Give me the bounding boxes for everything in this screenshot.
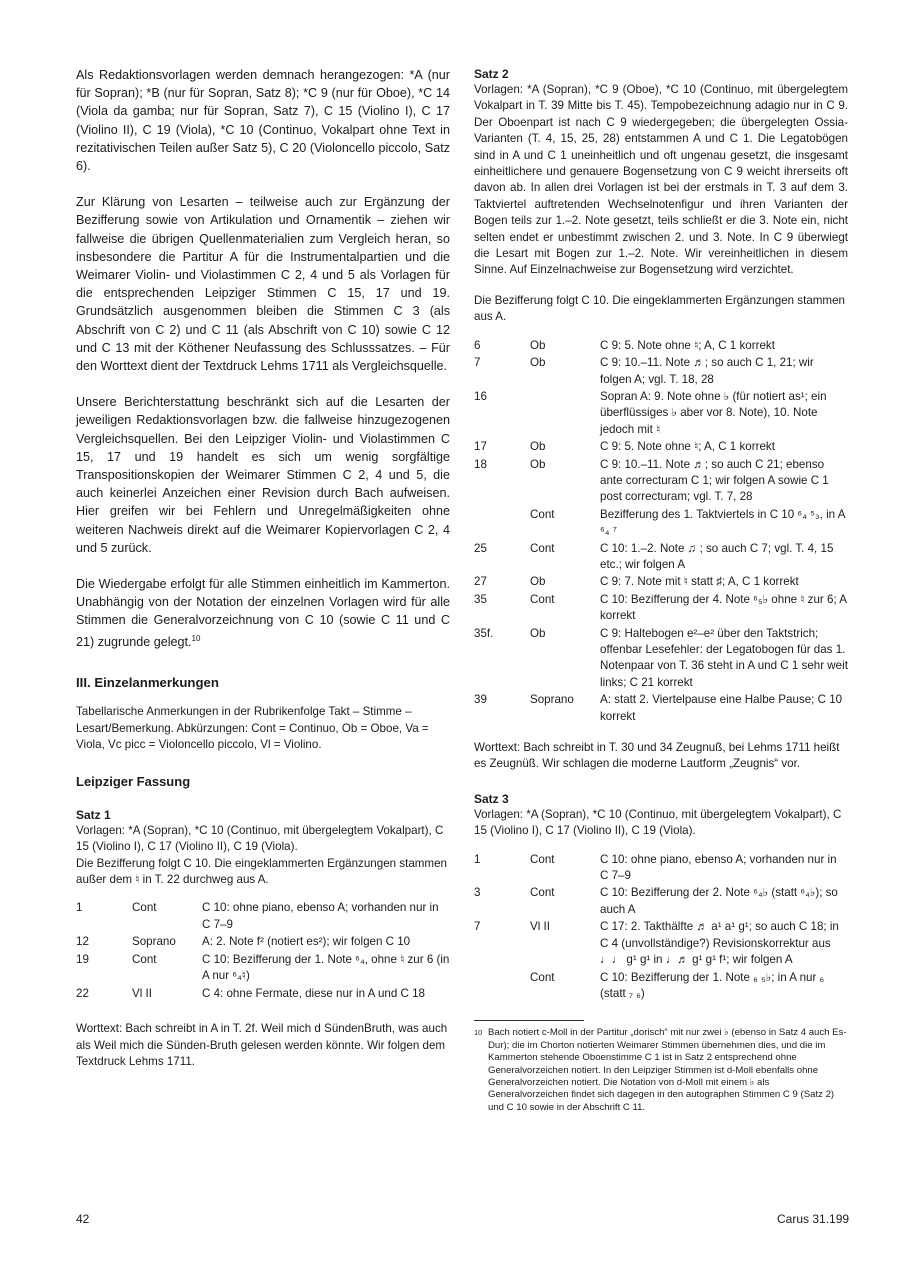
satz3-title: Satz 3 xyxy=(474,791,509,806)
table-row xyxy=(76,900,450,933)
cell-stimme: Soprano xyxy=(132,935,176,949)
cell-stimme: Cont xyxy=(132,901,157,915)
table-row xyxy=(474,852,848,885)
satz3-vorlagen: Vorlagen: *A (Sopran), *C 10 (Continuo, mit übergelegtem Vokalpart), C 15 (Violino I), C 17 (Violino II), C 19 (Viola). xyxy=(474,807,842,838)
cell-lesart: C 9: 10.–11. Note ♬; so auch C 21; ebenso ante correcturam C 1; wir folgen A sowie C 1 post correcturam; vgl. T. 7, 28 xyxy=(600,457,829,504)
cell-takt: 35 xyxy=(474,592,487,606)
cell-lesart: C 10: Bezifferung der 4. Note ⁶₅♭ ohne ♮ zur 6; A korrekt xyxy=(600,592,847,623)
cell-lesart: C 10: 1.–2. Note ♫ ; so auch C 7; vgl. T. 4, 15 etc.; wir folgen A xyxy=(600,541,834,571)
cell-takt: 22 xyxy=(76,986,89,1000)
cell-stimme: Cont xyxy=(530,852,555,866)
worttext-satz1: Worttext: Bach schreibt in A in T. 2f. Weil mich d SündenBruth, was auch als Weil mich die Sünden-Bruth gelesen werden könnte. Wir folgen dem Textdruck Lehms 1711. xyxy=(76,1021,448,1069)
cell-stimme: Soprano xyxy=(530,693,574,707)
paragraph-berichterstattung: Unsere Berichterstattung beschränkt sich auf die Lesarten der jeweiligen Redaktionsvorlagen bzw. die fallweise hinzugezogenen Vergleichsquellen. Bei den Leipziger Violin- und Violastimmen C 15, 17 und 19 handelt es sich um wenig sorgfältige Transpositionskopien der Weimarer Stimmen C 2, 4 und 5, die auch keinerlei Anzeichen einer Revision durch Bach aufweisen. Hier greifen wir bei Fehlern und Unregelmäßigkeiten ohne weiteren Nachweis direkt auf die Weimarer Kopiervorlagen C 2, 4 und 5 zurück. xyxy=(76,395,450,555)
page-number: 42 xyxy=(76,1212,90,1226)
cell-stimme: Vl II xyxy=(132,986,152,1000)
cell-lesart: C 10: ohne piano, ebenso A; vorhanden nur in C 7–9 xyxy=(202,901,439,931)
table-row xyxy=(474,355,848,388)
cell-takt: 6 xyxy=(474,338,481,352)
cell-stimme: Cont xyxy=(530,592,555,606)
table-row xyxy=(76,952,450,985)
table-row xyxy=(474,626,848,692)
cell-takt: 19 xyxy=(76,952,89,966)
paragraph-kammerton xyxy=(76,575,450,651)
satz3-table xyxy=(474,852,848,1003)
cell-lesart: C 17: 2. Takthälfte ♬ a¹ a¹ g¹; so auch C 18; in C 4 (unvollständige?) Revisionskorrektur aus ♩♩ g¹ g¹ in ♩♬ g¹ g¹ f¹; wir folgen A xyxy=(600,920,839,967)
satz1-bezifferung: Die Bezifferung folgt C 10. Die eingeklammerten Ergänzungen stammen außer dem ♮ in T. 22 durchweg aus A. xyxy=(76,856,447,887)
cell-lesart: A: statt 2. Viertelpause eine Halbe Pause; C 10 korrekt xyxy=(600,693,843,723)
cell-lesart: C 4: ohne Fermate, diese nur in A und C 18 xyxy=(202,986,425,1000)
table-row xyxy=(474,457,848,506)
left-column xyxy=(76,66,450,1071)
paragraph-vorlagen: Als Redaktionsvorlagen werden demnach herangezogen: *A (nur für Sopran); *B (nur für Sopran, Satz 8); *C 9 (nur für Oboe), *C 14 (Viola da gamba; nur für Sopran, Satz 7), C 15 (Violino I), C 17 (Violino II), C 19 (Viola), *C 10 (Continuo, Vokalpart ohne Text in rezitativischen Teilen außer Satz 5), C 20 (Violoncello piccolo, Satz 6). xyxy=(76,68,450,174)
cell-lesart: C 10: Bezifferung der 1. Note ₆ ₅♭; in A nur ₆ (statt ₇ ₆) xyxy=(600,970,825,1000)
heading-leipziger-fassung: Leipziger Fassung xyxy=(76,773,191,789)
satz2-text: Vorlagen: *A (Sopran), *C 9 (Oboe), *C 10 (Continuo, mit übergelegtem Vokalpart in T. 39 Mitte bis T. 45). Tempobezeichnung adagio nur in C 9. Der Oboenpart ist nach C 9 wiedergegeben; die übergelegten Ossia-Varianten (T. 4, 15, 25, 28) entstammen A und C 1. Die Legatobögen sind in A und C 1 uneinheitlich und oft ungenau gesetzt, die insgesamt einheitlichere und genauere Bogensetzung von C 9 weicht ihrerseits oft davon ab. In allen drei Vorlagen ist bei der erstmals in T. 3 auf dem 3. Taktviertel auftretenden Wechselnotenfigur und ihren Varianten der Bogen teils zur 1.–2. Note gesetzt, teils schließt er die 3. Note ein, nicht selten endet er unbestimmt zwischen 2. und 3. Note. In C 9 überwiegt die Lesart mit Bogen zur 1.–2. Note. Wir vereinheitlichen in diesem Sinne. Auf Einzelnachweise zur Bogensetzung wird verzichtet. xyxy=(474,83,848,277)
cell-takt: 1 xyxy=(474,852,481,866)
footnote-divider xyxy=(474,1020,584,1021)
table-row xyxy=(474,592,848,625)
cell-lesart: C 9: 10.–11. Note ♬; so auch C 1, 21; wir folgen A; vgl. T. 18, 28 xyxy=(600,356,814,386)
satz2-bezifferung: Die Bezifferung folgt C 10. Die eingeklammerten Ergänzungen stammen aus A. xyxy=(474,293,845,324)
cell-takt: 27 xyxy=(474,575,487,589)
cell-takt: 7 xyxy=(474,920,481,934)
footnote-ref: 10 xyxy=(191,633,201,643)
satz1-title: Satz 1 xyxy=(76,807,111,822)
satz2-table xyxy=(474,338,848,725)
paragraph-lesarten: Zur Klärung von Lesarten – teilweise auch zur Ergänzung der Bezifferung sowie von Artikulation und Ornamentik – ziehen wir fallweise die übrigen Quellenmaterialien zum Vergleich heran, so insbesondere die Partitur A für die Instrumentalpartien und die Weimarer Violin- und Violastimmen C 2, 4 und 5 als Vorlagen für die entsprechenden Leipziger Stimmen C 15, 17 und 19. Grundsätzlich ausgenommen bleiben die Stimmen C 3 (als Abschrift von C 2) und C 11 (als Abschrift von C 10) sowie C 12 und C 13 mit der Köthener Neufassung des Schlusssatzes. – Für den Worttext dient der Textdruck Lehms 1711 als Vergleichsquelle. xyxy=(76,195,450,374)
cell-stimme: Cont xyxy=(530,970,555,984)
cell-stimme: Ob xyxy=(530,356,546,370)
cell-takt xyxy=(474,970,530,1003)
satz2-title: Satz 2 xyxy=(474,67,509,81)
cell-takt: 12 xyxy=(76,935,89,949)
cell-stimme: Cont xyxy=(132,952,157,966)
worttext-satz2: Worttext: Bach schreibt in T. 30 und 34 Zeugnuß, bei Lehms 1711 heißt es Zeugnüß. Wir schlagen die moderne Lautform „Zeugnis“ vor. xyxy=(474,741,840,771)
table-row xyxy=(474,574,848,590)
cell-lesart: C 9: 7. Note mit ♮ statt ♯; A, C 1 korrekt xyxy=(600,575,799,589)
cell-stimme: Cont xyxy=(530,886,555,900)
cell-takt xyxy=(474,507,530,540)
heading-einzelanmerkungen: III. Einzelanmerkungen xyxy=(76,675,219,691)
cell-stimme: Ob xyxy=(530,338,546,352)
cell-stimme xyxy=(530,389,600,438)
cell-stimme: Cont xyxy=(530,541,555,555)
satz1-vorlagen: Vorlagen: *A (Sopran), *C 10 (Continuo, mit übergelegtem Vokalpart), C 15 (Violino I), C 17 (Violino II), C 19 (Viola). xyxy=(76,823,444,854)
table-row xyxy=(474,692,848,725)
cell-takt: 7 xyxy=(474,356,481,370)
cell-lesart: C 10: Bezifferung der 2. Note ⁶₄♭ (statt ⁶₄♭); so auch A xyxy=(600,886,838,916)
cell-lesart: A: 2. Note f² (notiert es²); wir folgen C 10 xyxy=(202,935,411,949)
table-row xyxy=(474,507,848,540)
cell-lesart: C 9: 5. Note ohne ♮; A, C 1 korrekt xyxy=(600,338,775,352)
cell-takt: 17 xyxy=(474,440,487,454)
table-row xyxy=(474,541,848,574)
cell-lesart: C 10: ohne piano, ebenso A; vorhanden nur in C 7–9 xyxy=(600,852,837,883)
footnote-10 xyxy=(474,1027,848,1114)
cell-lesart: C 10: Bezifferung der 1. Note ⁶₄, ohne ♮ zur 6 (in A nur ⁶₄♮) xyxy=(202,952,450,983)
cell-takt: 25 xyxy=(474,541,487,555)
cell-stimme: Ob xyxy=(530,626,546,640)
right-column xyxy=(474,66,848,1114)
footnote-text: Bach notiert c-Moll in der Partitur „dorisch“ mit nur zwei ♭ (ebenso in Satz 4 auch Es-Dur); die im Chorton notierten Weimarer Stimmen übernehmen dies, und die im Kammerton stehende Oboenstimme C 1 ist in Satz 2 entsprechend ohne Generalvorzeichen notiert. In den Leipziger Stimmen ist d-Moll ebenfalls ohne Generalvorzeichen notiert. Die Notation von d-Moll mit einem ♭ als Generalvorzeichen findet sich dagegen in den autographen Stimmen C 9 (Satz 2) und C 10 sowie in der Abschrift C 11. xyxy=(488,1027,847,1113)
table-row xyxy=(474,338,848,354)
table-row xyxy=(474,885,848,918)
cell-takt: 39 xyxy=(474,693,487,707)
cell-takt: 35f. xyxy=(474,626,494,640)
cell-takt: 1 xyxy=(76,901,83,915)
table-row xyxy=(474,919,848,968)
cell-stimme: Vl II xyxy=(530,920,550,934)
footnote-number: 10 xyxy=(474,1028,483,1038)
cell-lesart: C 9: Haltebogen e²–e² über den Taktstrich; offenbar Lesefehler: der Legatobogen für das 1. Notenpaar von T. 36 steht in A und C 1 sehr weit links; C 21 korrekt xyxy=(600,626,848,689)
cell-stimme: Ob xyxy=(530,440,546,454)
cell-stimme: Ob xyxy=(530,457,546,471)
satz1-table xyxy=(76,900,450,1001)
table-row xyxy=(76,934,450,950)
cell-takt: 16 xyxy=(474,389,487,403)
table-row xyxy=(76,986,450,1002)
table-row xyxy=(474,389,848,438)
cell-lesart: Bezifferung des 1. Taktviertels in C 10 ⁶₄ ⁵₃, in A ⁶₄ ⁷ xyxy=(600,507,845,538)
paragraph-abkuerzungen: Tabellarische Anmerkungen in der Rubrikenfolge Takt – Stimme – Lesart/Bemerkung. Abkürzungen: Cont = Continuo, Ob = Oboe, Va = Viola, Vc picc = Violoncello piccolo, Vl = Violino. xyxy=(76,705,429,752)
cell-lesart: C 9: 5. Note ohne ♮; A, C 1 korrekt xyxy=(600,440,775,454)
cell-lesart: Sopran A: 9. Note ohne ♭ (für notiert as¹; ein überflüssiges ♭ aber vor 8. Note), 10. Note jedoch mit ♮ xyxy=(600,389,827,436)
table-row xyxy=(474,439,848,455)
cell-stimme: Cont xyxy=(530,507,555,521)
cell-takt: 18 xyxy=(474,457,487,471)
table-row xyxy=(474,970,848,1003)
paragraph-kammerton-text: Die Wiedergabe erfolgt für alle Stimmen einheitlich im Kammerton. Unabhängig von der Notation der einzelnen Vorlagen wird für alle Stimmen die Generalvorzeichnung von C 10 (sowie C 11 und C 21) zugrunde gelegt. xyxy=(76,577,450,649)
cell-takt: 3 xyxy=(474,886,481,900)
cell-stimme: Ob xyxy=(530,575,546,589)
publisher-label: Carus 31.199 xyxy=(777,1212,850,1226)
